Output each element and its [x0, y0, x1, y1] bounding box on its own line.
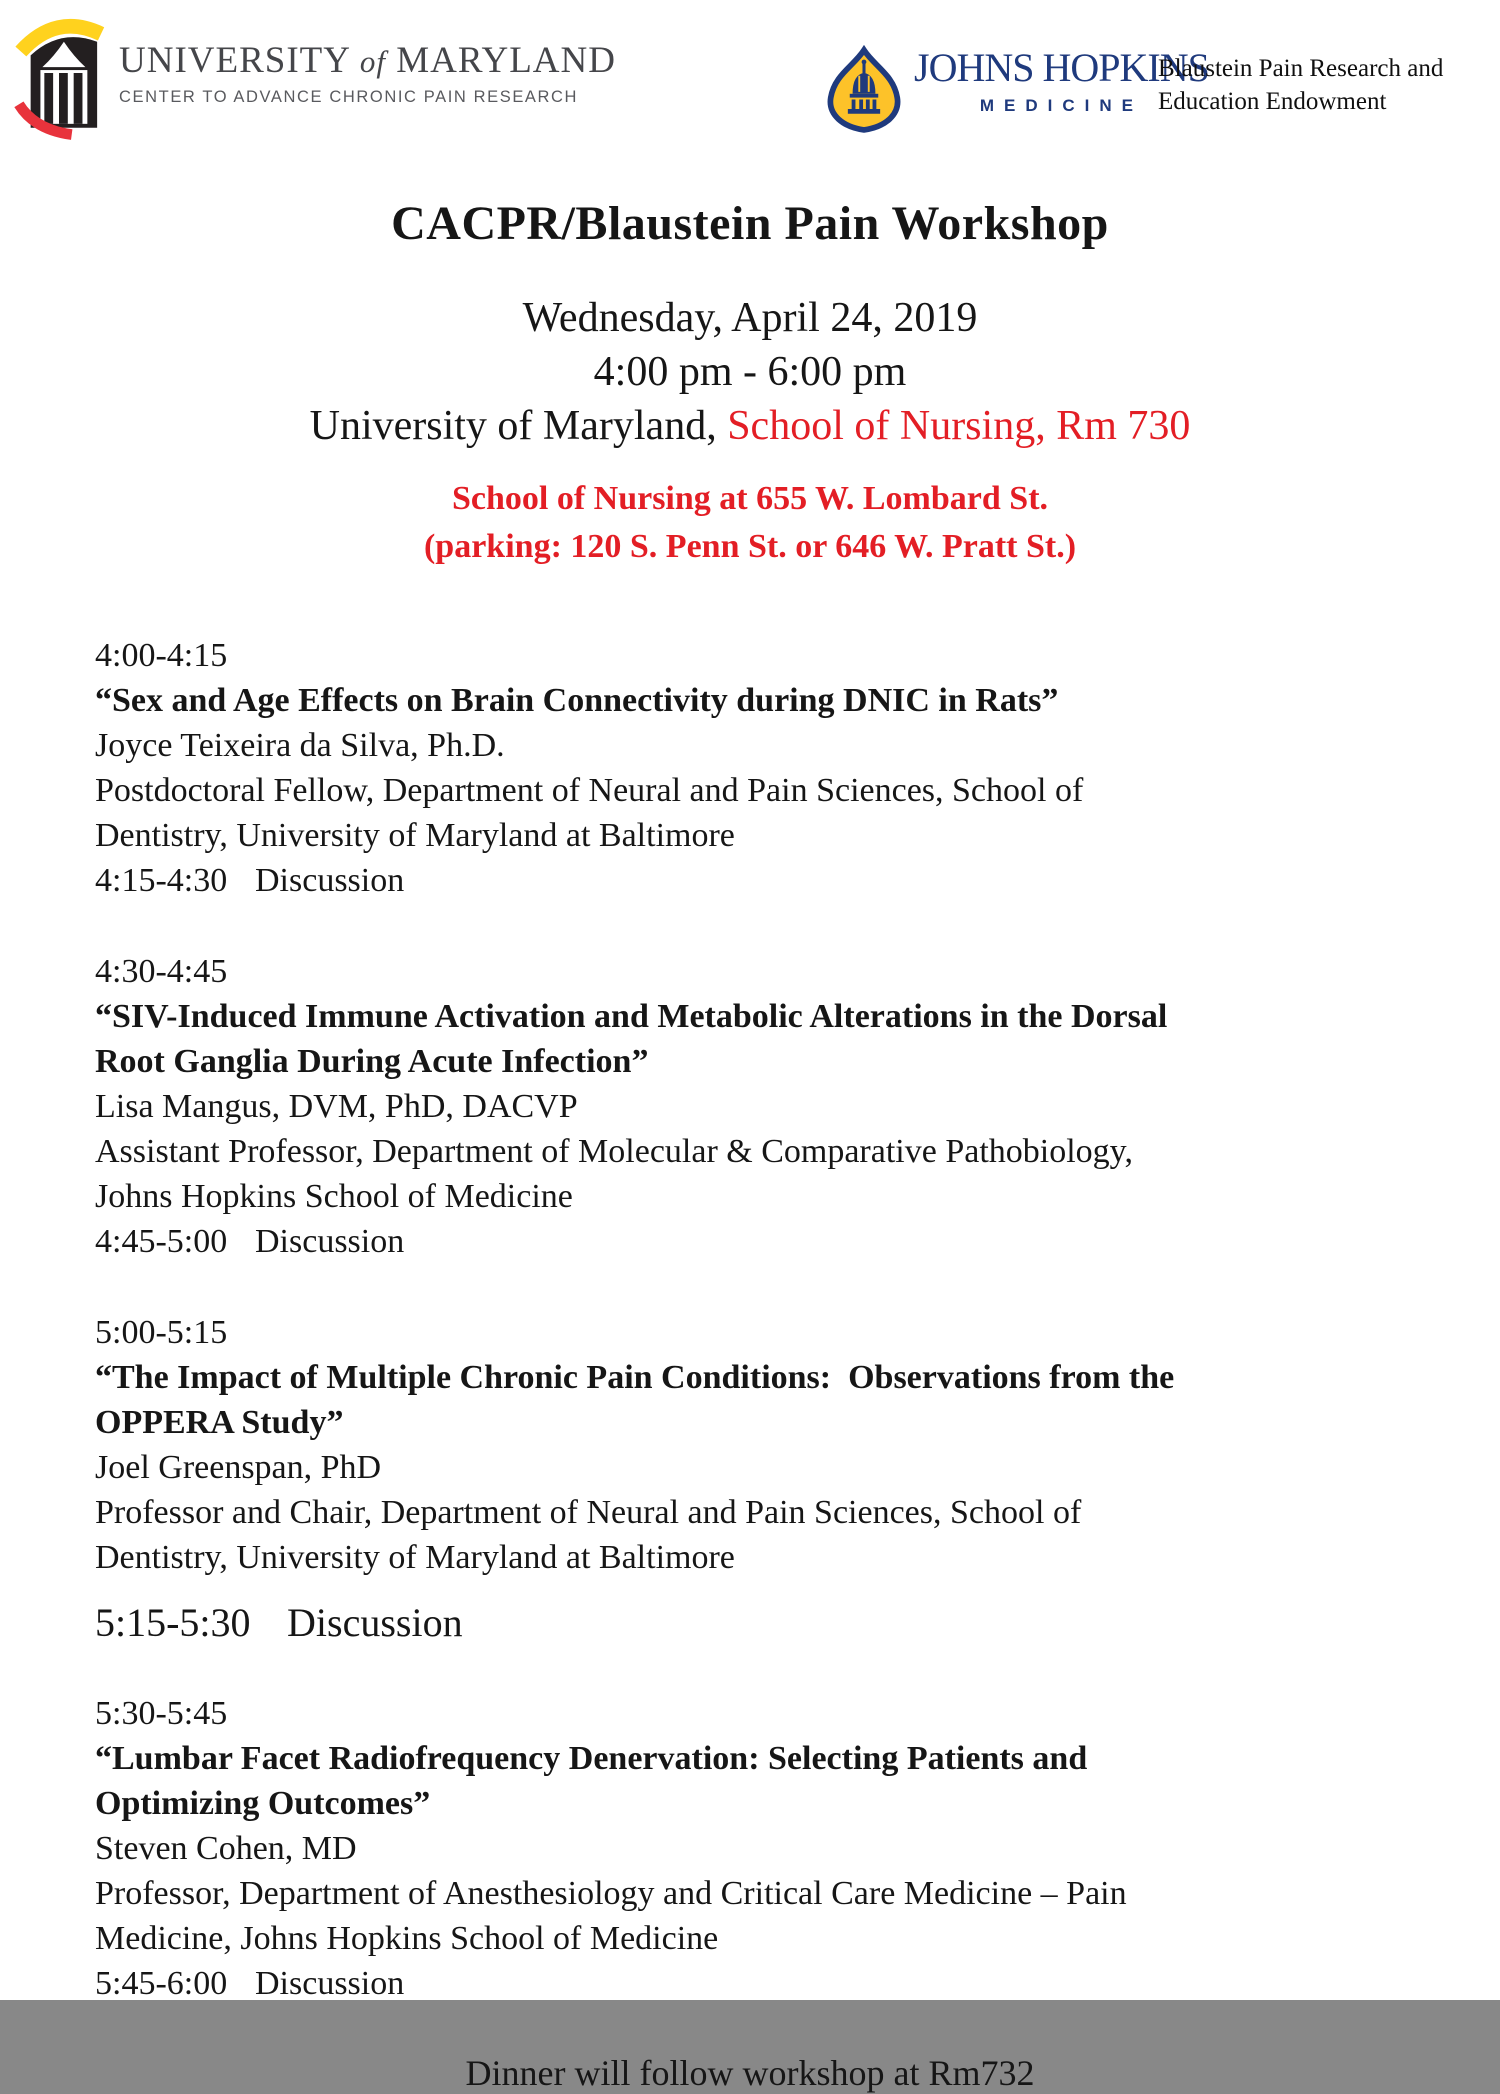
session-title: “The Impact of Multiple Chronic Pain Conditions: Observations from the OPPERA Study”	[95, 1359, 1175, 1441]
discussion-label: Discussion	[255, 862, 405, 899]
event-location-red: School of Nursing, Rm 730	[727, 403, 1191, 449]
umd-wordmark	[119, 39, 616, 107]
umd-logo	[15, 10, 616, 136]
discussion-time: 5:45-6:00	[95, 1965, 228, 2002]
discussion-time: 4:15-4:30	[95, 862, 228, 899]
jhm-logo	[826, 46, 1209, 134]
session-affiliation: Postdoctoral Fellow, Department of Neural and Pain Sciences, School of Dentistry, University of Maryland at Baltimore	[95, 772, 1084, 854]
session-item	[95, 1310, 1405, 1645]
session-time: 5:00-5:15	[95, 1314, 228, 1351]
jhm-division: MEDICINE	[979, 96, 1143, 115]
session-title: “Sex and Age Effects on Brain Connectivity during DNIC in Rats”	[95, 682, 1059, 719]
session-time: 4:00-4:15	[95, 637, 228, 674]
session-item	[95, 633, 1405, 903]
discussion-row	[95, 1600, 1405, 1645]
jhm-shield-icon	[826, 46, 902, 134]
session-speaker: Joel Greenspan, PhD	[95, 1449, 382, 1486]
session-item	[95, 1691, 1405, 2006]
session-affiliation: Professor, Department of Anesthesiology and Critical Care Medicine – Pain Medicine, Johns Hopkins School of Medicine	[95, 1875, 1127, 1957]
endowment-text	[1158, 52, 1443, 118]
event-date: Wednesday, April 24, 2019	[522, 295, 978, 341]
page-title: CACPR/Blaustein Pain Workshop	[391, 197, 1109, 250]
discussion-label: Discussion	[255, 1965, 405, 2002]
footer-note: Dinner will follow workshop at Rm732	[465, 2053, 1035, 2093]
event-address: School of Nursing at 655 W. Lombard St.	[451, 480, 1049, 517]
umd-column-icon	[15, 10, 103, 136]
session-affiliation: Assistant Professor, Department of Molecular & Comparative Pathobiology, Johns Hopkins School of Medicine	[95, 1133, 1133, 1215]
session-time: 5:30-5:45	[95, 1695, 228, 1732]
discussion-time: 5:15-5:30	[95, 1600, 251, 1645]
discussion-label: Discussion	[287, 1600, 463, 1645]
discussion-label: Discussion	[255, 1223, 405, 1260]
discussion-row	[95, 1219, 1405, 1264]
discussion-row	[95, 1961, 1405, 2006]
address-block	[95, 475, 1405, 571]
event-time: 4:00 pm - 6:00 pm	[593, 349, 907, 395]
header	[0, 0, 1500, 160]
session-affiliation: Professor and Chair, Department of Neural and Pain Sciences, School of Dentistry, University of Maryland at Baltimore	[95, 1494, 1082, 1576]
endowment-line1: Blaustein Pain Research and	[1158, 55, 1444, 82]
session-speaker: Steven Cohen, MD	[95, 1830, 357, 1867]
session-item	[95, 949, 1405, 1264]
session-speaker: Joyce Teixeira da Silva, Ph.D.	[95, 727, 505, 764]
umd-wordmark-line1: UNIVERSITY of MARYLAND	[119, 40, 616, 81]
event-location: University of Maryland, School of Nursing, Rm 730	[309, 403, 1191, 449]
event-parking: (parking: 120 S. Penn St. or 646 W. Pratt St.)	[423, 528, 1077, 565]
endowment-line2: Education Endowment	[1158, 88, 1387, 115]
content	[0, 196, 1500, 2094]
event-details	[95, 291, 1405, 453]
umd-tagline: CENTER TO ADVANCE CHRONIC PAIN RESEARCH	[119, 88, 579, 106]
sessions	[95, 633, 1405, 2006]
session-title: “SIV-Induced Immune Activation and Metabolic Alterations in the Dorsal Root Ganglia During Acute Infection”	[95, 998, 1168, 1080]
session-speaker: Lisa Mangus, DVM, PhD, DACVP	[95, 1088, 578, 1125]
session-title: “Lumbar Facet Radiofrequency Denervation: Selecting Patients and Optimizing Outcomes”	[95, 1740, 1088, 1822]
jhm-name: JOHNS HOPKINS	[914, 45, 1209, 90]
discussion-time: 4:45-5:00	[95, 1223, 228, 1260]
session-time: 4:30-4:45	[95, 953, 228, 990]
discussion-row	[95, 858, 1405, 903]
